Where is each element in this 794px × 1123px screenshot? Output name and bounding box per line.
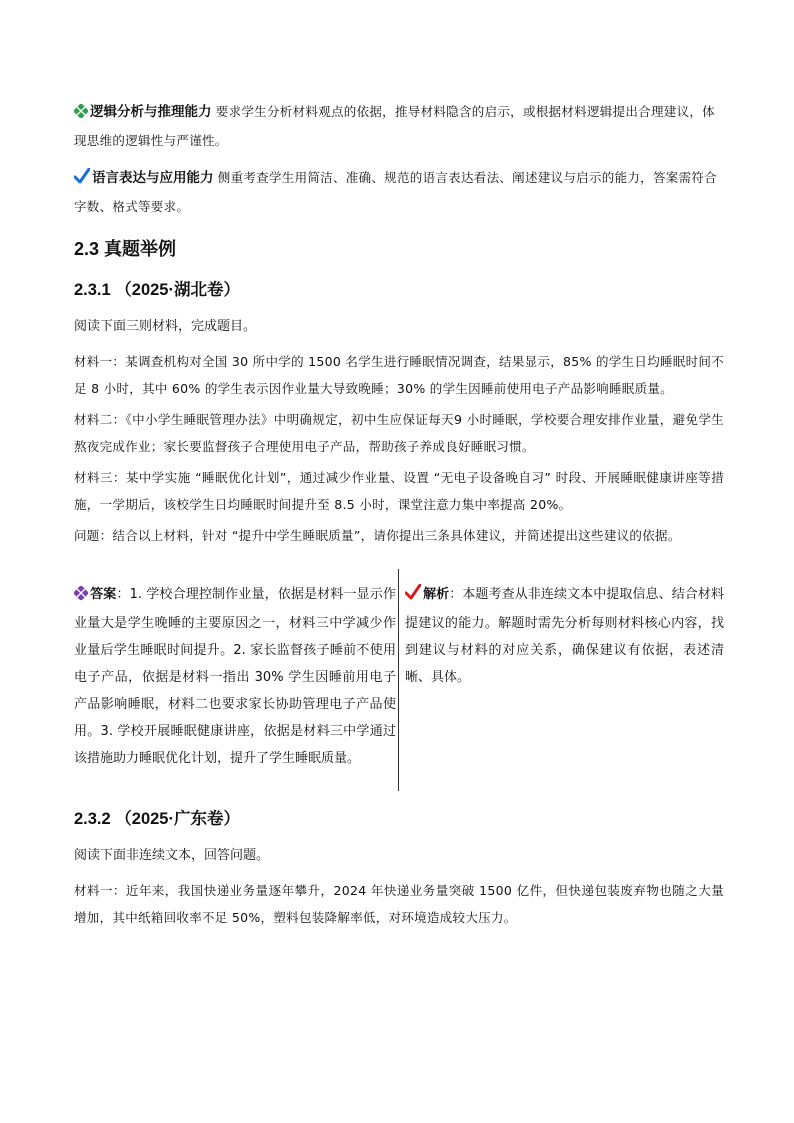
blue-check-icon <box>74 166 90 193</box>
material-paragraph: 材料一：某调查机构对全国 30 所中学的 1500 名学生进行睡眠情况调查，结果显示，85% 的学生日均睡眠时间不足 8 小时，其中 60% 的学生表示因作业量大导致晚睡；30% 的学生因睡前使用电子产品影响睡眠质量。 <box>74 354 724 396</box>
subsection-heading: 2.3.1 （2025·湖北卷） <box>74 281 240 299</box>
ability-item-logic <box>74 98 724 154</box>
document-page <box>74 98 724 935</box>
green-diamond-icon <box>74 100 88 127</box>
ability-text: 侧重考查学生用简洁、准确、规范的语言表达看法、阐述建议与启示的能力，答案需符合字数、格式等要求。 <box>74 170 717 214</box>
question-intro: 阅读下面三则材料，完成题目。 <box>74 319 257 334</box>
section-heading: 2.3 真题举例 <box>74 239 177 259</box>
answer-label: 答案 <box>90 587 117 602</box>
answer-analysis-table <box>74 569 724 791</box>
ability-title: 语言表达与应用能力 <box>92 170 214 186</box>
material-paragraph: 材料三：某中学实施 “睡眠优化计划”，通过减少作业量、设置 “无电子设备晚自习” 时段、开展睡眠健康讲座等措施，一学期后，该校学生日均睡眠时间提升至 8.5 小时，课堂注意力集中率提高 20%。 <box>74 470 724 512</box>
answer-column <box>74 569 399 791</box>
subsection-heading: 2.3.2 （2025·广东卷） <box>74 810 240 828</box>
question-paragraph: 问题：结合以上材料，针对 “提升中学生睡眠质量”，请你提出三条具体建议，并简述提出这些建议的依据。 <box>74 528 681 543</box>
purple-diamond-icon <box>74 583 88 610</box>
red-check-icon <box>405 583 421 610</box>
ability-title: 逻辑分析与推理能力 <box>90 104 212 120</box>
ability-item-language <box>74 164 724 220</box>
material-paragraph: 材料一：近年来，我国快递业务量逐年攀升，2024 年快递业务量突破 1500 亿件，但快递包装废弃物也随之大量增加，其中纸箱回收率不足 50%，塑料包装降解率低，对环境造成较大压力。 <box>74 883 724 925</box>
analysis-label: 解析 <box>423 587 450 602</box>
analysis-block <box>405 581 724 691</box>
answer-block <box>74 581 396 772</box>
material-paragraph: 材料二：《中小学生睡眠管理办法》中明确规定，初中生应保证每天9 小时睡眠，学校要合理安排作业量，避免学生熬夜完成作业；家长要监督孩子合理使用电子产品，帮助孩子养成良好睡眠习惯。 <box>74 412 724 454</box>
answer-text: ：1. 学校合理控制作业量，依据是材料一显示作业量大是学生晚睡的主要原因之一，材料三中学减少作业量后学生睡眠时间提升。2. 家长监督孩子睡前不使用电子产品，依据是材料一指出 30% 学生因睡前用电子产品影响睡眠，材料二也要求家长协助管理电子产品使用。3. 学校开展睡眠健康讲座，依据是材料三中学通过该措施助力睡眠优化计划，提升了学生睡眠质量。 <box>74 587 396 766</box>
ability-text: 要求学生分析材料观点的依据，推导材料隐含的启示，或根据材料逻辑提出合理建议，体现思维的逻辑性与严谨性。 <box>74 104 715 148</box>
question-intro: 阅读下面非连续文本，回答问题。 <box>74 848 270 863</box>
analysis-text: ：本题考查从非连续文本中提取信息、结合材料提建议的能力。解题时需先分析每则材料核心内容，找到建议与材料的对应关系，确保建议有依据，表述清晰、具体。 <box>405 587 724 685</box>
analysis-column <box>399 569 724 791</box>
